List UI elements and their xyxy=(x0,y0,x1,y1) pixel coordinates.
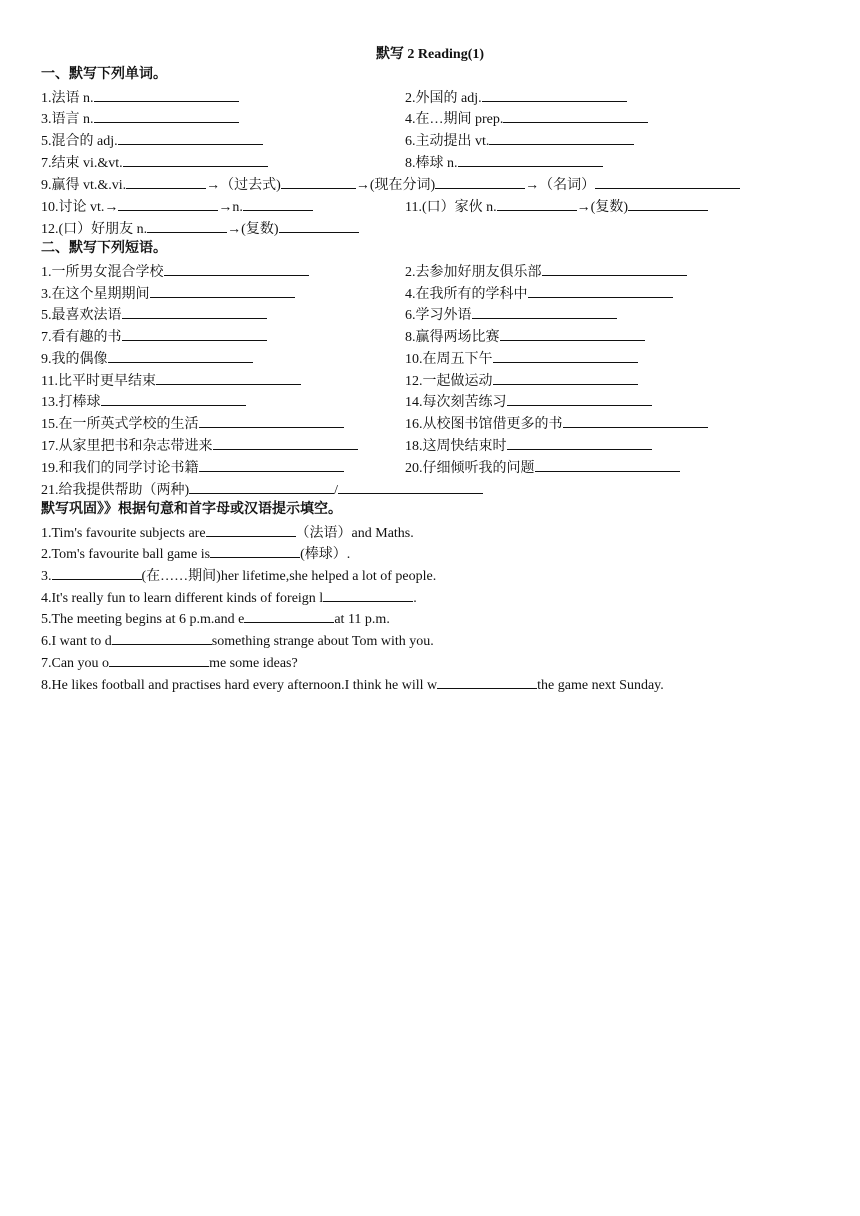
answer-blank[interactable] xyxy=(279,218,359,233)
answer-blank[interactable] xyxy=(507,391,652,406)
answer-blank[interactable] xyxy=(503,108,648,123)
word-item-2: 2.外国的 adj. xyxy=(405,87,627,107)
phrase-item-9: 9.我的偶像 xyxy=(41,348,253,368)
section2-heading: 二、默写下列短语。 xyxy=(41,241,167,256)
answer-blank[interactable] xyxy=(542,261,687,276)
answer-blank[interactable] xyxy=(489,130,634,145)
answer-blank[interactable] xyxy=(109,652,209,667)
word-item-9: 9.赢得 vt.&.vi. →（过去式) →(现在分词) →（名词） xyxy=(41,174,740,194)
page-title: 默写 2 Reading(1) xyxy=(375,47,485,62)
sentence-item-4: 4.It's really fun to learn different kinds of foreign l . xyxy=(41,587,417,607)
answer-blank[interactable] xyxy=(507,435,652,450)
word-item-3: 3.语言 n. xyxy=(41,108,239,128)
word-item-11: 11.(口）家伙 n. →(复数) xyxy=(405,196,708,216)
phrase-item-8: 8.赢得两场比赛 xyxy=(405,326,645,346)
answer-blank[interactable] xyxy=(126,174,206,189)
phrase-item-5: 5.最喜欢法语 xyxy=(41,304,267,324)
sentence-item-8: 8.He likes football and practises hard every afternoon.I think he will w the game next Sunday. xyxy=(41,674,664,694)
word-item-10: 10.讨论 vt.→ →n. xyxy=(41,196,313,216)
answer-blank[interactable] xyxy=(94,108,239,123)
phrase-item-16: 16.从校图书馆借更多的书 xyxy=(405,413,708,433)
answer-blank[interactable] xyxy=(435,174,525,189)
answer-blank[interactable] xyxy=(156,370,301,385)
section1-heading: 一、默写下列单词。 xyxy=(41,67,167,82)
answer-blank[interactable] xyxy=(493,348,638,363)
answer-blank[interactable] xyxy=(323,587,413,602)
answer-blank[interactable] xyxy=(338,479,483,494)
word-item-4: 4.在…期间 prep. xyxy=(405,108,648,128)
word-item-5: 5.混合的 adj. xyxy=(41,130,263,150)
answer-blank[interactable] xyxy=(189,479,334,494)
answer-blank[interactable] xyxy=(458,152,603,167)
sentence-item-1: 1.Tim's favourite subjects are （法语）and Maths. xyxy=(41,522,414,542)
phrase-item-11: 11.比平时更早结束 xyxy=(41,370,301,390)
answer-blank[interactable] xyxy=(94,87,239,102)
word-item-1: 1.法语 n. xyxy=(41,87,239,107)
section3-heading: 默写巩固》》根据句意和首字母或汉语提示填空。 xyxy=(41,502,342,517)
phrase-item-10: 10.在周五下午 xyxy=(405,348,638,368)
phrase-item-2: 2.去参加好朋友俱乐部 xyxy=(405,261,687,281)
answer-blank[interactable] xyxy=(535,457,680,472)
answer-blank[interactable] xyxy=(199,457,344,472)
answer-blank[interactable] xyxy=(206,522,296,537)
phrase-item-14: 14.每次刻苦练习 xyxy=(405,391,652,411)
word-item-7: 7.结束 vi.&vt. xyxy=(41,152,268,172)
answer-blank[interactable] xyxy=(482,87,627,102)
phrase-item-6: 6.学习外语 xyxy=(405,304,617,324)
phrase-item-15: 15.在一所英式学校的生活 xyxy=(41,413,344,433)
answer-blank[interactable] xyxy=(122,304,267,319)
answer-blank[interactable] xyxy=(118,130,263,145)
word-item-12: 12.(口）好朋友 n. →(复数) xyxy=(41,218,359,238)
phrase-item-12: 12.一起做运动 xyxy=(405,370,638,390)
answer-blank[interactable] xyxy=(493,370,638,385)
phrase-item-3: 3.在这个星期期间 xyxy=(41,283,295,303)
answer-blank[interactable] xyxy=(147,218,227,233)
answer-blank[interactable] xyxy=(244,608,334,623)
answer-blank[interactable] xyxy=(243,196,313,211)
phrase-item-20: 20.仔细倾听我的问题 xyxy=(405,457,680,477)
answer-blank[interactable] xyxy=(281,174,356,189)
phrase-item-18: 18.这周快结束时 xyxy=(405,435,652,455)
answer-blank[interactable] xyxy=(595,174,740,189)
answer-blank[interactable] xyxy=(112,630,212,645)
answer-blank[interactable] xyxy=(101,391,246,406)
sentence-item-3: 3. (在……期间)her lifetime,she helped a lot of people. xyxy=(41,565,436,585)
answer-blank[interactable] xyxy=(118,196,218,211)
answer-blank[interactable] xyxy=(122,326,267,341)
answer-blank[interactable] xyxy=(150,283,295,298)
phrase-item-7: 7.看有趣的书 xyxy=(41,326,267,346)
answer-blank[interactable] xyxy=(500,326,645,341)
phrase-item-1: 1.一所男女混合学校 xyxy=(41,261,309,281)
phrase-item-17: 17.从家里把书和杂志带进来 xyxy=(41,435,358,455)
sentence-item-6: 6.I want to d something strange about Tom with you. xyxy=(41,630,434,650)
answer-blank[interactable] xyxy=(210,543,300,558)
answer-blank[interactable] xyxy=(472,304,617,319)
sentence-item-2: 2.Tom's favourite ball game is (棒球）. xyxy=(41,543,350,563)
word-item-8: 8.棒球 n. xyxy=(405,152,603,172)
sentence-item-7: 7.Can you o me some ideas? xyxy=(41,652,298,672)
phrase-item-21: 21.给我提供帮助（两种) / xyxy=(41,479,483,499)
answer-blank[interactable] xyxy=(199,413,344,428)
answer-blank[interactable] xyxy=(628,196,708,211)
answer-blank[interactable] xyxy=(164,261,309,276)
answer-blank[interactable] xyxy=(437,674,537,689)
phrase-item-13: 13.打棒球 xyxy=(41,391,246,411)
phrase-item-19: 19.和我们的同学讨论书籍 xyxy=(41,457,344,477)
word-item-6: 6.主动提出 vt. xyxy=(405,130,634,150)
answer-blank[interactable] xyxy=(123,152,268,167)
answer-blank[interactable] xyxy=(213,435,358,450)
answer-blank[interactable] xyxy=(563,413,708,428)
answer-blank[interactable] xyxy=(528,283,673,298)
phrase-item-4: 4.在我所有的学科中 xyxy=(405,283,673,303)
answer-blank[interactable] xyxy=(52,565,142,580)
answer-blank[interactable] xyxy=(108,348,253,363)
answer-blank[interactable] xyxy=(497,196,577,211)
sentence-item-5: 5.The meeting begins at 6 p.m.and e at 11 p.m. xyxy=(41,608,390,628)
